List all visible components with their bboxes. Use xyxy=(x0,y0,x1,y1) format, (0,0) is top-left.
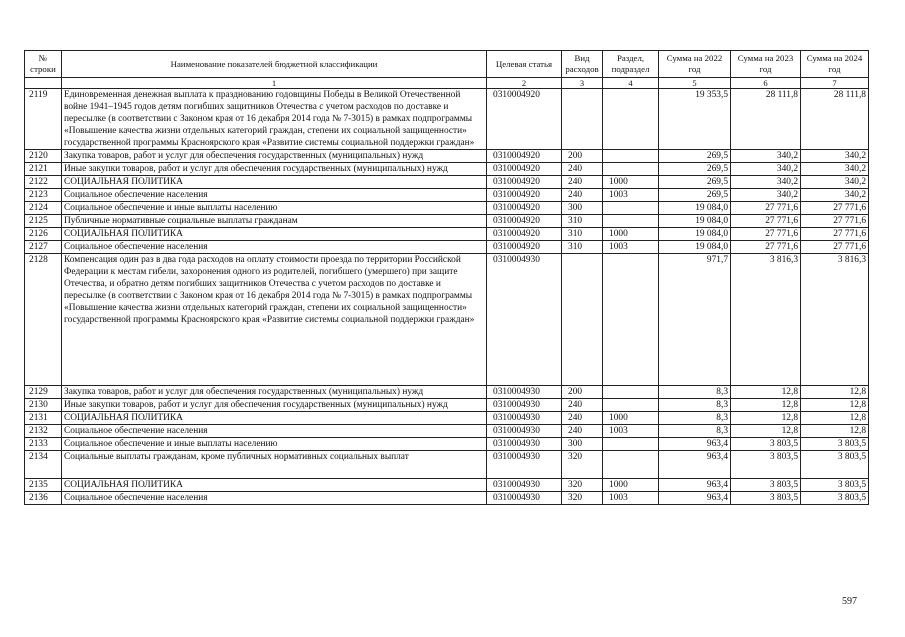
sum-2024-cell: 27 771,6 xyxy=(801,228,869,241)
sum-2022-cell: 269,5 xyxy=(659,176,731,189)
table-row xyxy=(25,202,869,215)
sum-2024-cell: 340,2 xyxy=(801,176,869,189)
sum-2024-cell: 27 771,6 xyxy=(801,215,869,228)
row-name-cell: СОЦИАЛЬНАЯ ПОЛИТИКА xyxy=(62,412,487,425)
sum-2023-cell: 12,8 xyxy=(731,425,801,438)
target-article-cell: 0310004920 xyxy=(487,163,562,176)
row-name-cell: Социальное обеспечение и иные выплаты населению xyxy=(62,438,487,451)
sum-2022-cell: 19 353,5 xyxy=(659,89,731,150)
sum-2024-cell: 12,8 xyxy=(801,386,869,399)
row-number-cell: 2129 xyxy=(25,386,62,399)
target-article-cell: 0310004920 xyxy=(487,176,562,189)
expense-type-cell: 320 xyxy=(562,492,603,505)
sum-2024-cell: 12,8 xyxy=(801,399,869,412)
col-header-sum-2024: Сумма на 2024 год xyxy=(801,51,869,78)
sum-2024-cell: 3 803,5 xyxy=(801,438,869,451)
section-subsection-cell xyxy=(603,399,659,412)
sum-2022-cell: 963,4 xyxy=(659,438,731,451)
col-number: 2 xyxy=(487,78,562,89)
sum-2023-cell: 27 771,6 xyxy=(731,241,801,254)
target-article-cell: 0310004920 xyxy=(487,189,562,202)
sum-2023-cell: 12,8 xyxy=(731,412,801,425)
section-subsection-cell xyxy=(603,150,659,163)
section-subsection-cell xyxy=(603,215,659,228)
sum-2022-cell: 19 084,0 xyxy=(659,228,731,241)
sum-2022-cell: 963,4 xyxy=(659,451,731,479)
section-subsection-cell: 1003 xyxy=(603,189,659,202)
table-row xyxy=(25,479,869,492)
row-number-cell: 2120 xyxy=(25,150,62,163)
sum-2023-cell: 12,8 xyxy=(731,399,801,412)
section-subsection-cell xyxy=(603,202,659,215)
target-article-cell: 0310004930 xyxy=(487,254,562,386)
budget-table xyxy=(24,50,869,505)
table-row xyxy=(25,399,869,412)
row-number-cell: 2130 xyxy=(25,399,62,412)
row-name-cell: Единовременная денежная выплата к празднованию годовщины Победы в Великой Отечественной войне 1941–1945 годов детям погибших защитников Отечества с учетом расходов по доставке и пересылке (в соответствии с Законом края от 16 декабря 2014 года № 7-3015) в рамках подпрограммы «Повышение качества жизни отдельных категорий граждан, степени их социальной защищенности» государственной программы Красноярского края «Развитие системы социальной поддержки граждан» xyxy=(62,89,487,150)
target-article-cell: 0310004930 xyxy=(487,425,562,438)
sum-2024-cell: 12,8 xyxy=(801,425,869,438)
row-number-cell: 2119 xyxy=(25,89,62,150)
table-row xyxy=(25,451,869,479)
expense-type-cell xyxy=(562,89,603,150)
row-number-cell: 2131 xyxy=(25,412,62,425)
sum-2024-cell: 3 803,5 xyxy=(801,492,869,505)
row-number-cell: 2136 xyxy=(25,492,62,505)
col-number: 1 xyxy=(62,78,487,89)
sum-2022-cell: 963,4 xyxy=(659,479,731,492)
expense-type-cell: 240 xyxy=(562,176,603,189)
target-article-cell: 0310004920 xyxy=(487,215,562,228)
expense-type-cell: 240 xyxy=(562,163,603,176)
sum-2024-cell: 12,8 xyxy=(801,412,869,425)
row-name-cell: Закупка товаров, работ и услуг для обеспечения государственных (муниципальных) нужд xyxy=(62,150,487,163)
section-subsection-cell xyxy=(603,89,659,150)
sum-2022-cell: 269,5 xyxy=(659,163,731,176)
col-header-code: Целевая статья xyxy=(487,51,562,78)
target-article-cell: 0310004930 xyxy=(487,451,562,479)
header-row xyxy=(25,51,869,78)
sum-2022-cell: 19 084,0 xyxy=(659,241,731,254)
sum-2023-cell: 27 771,6 xyxy=(731,215,801,228)
row-number-cell: 2127 xyxy=(25,241,62,254)
row-name-cell: Социальное обеспечение населения xyxy=(62,241,487,254)
row-number-cell: 2133 xyxy=(25,438,62,451)
col-number: 6 xyxy=(731,78,801,89)
table-row xyxy=(25,89,869,150)
sum-2024-cell: 3 803,5 xyxy=(801,479,869,492)
col-number: 3 xyxy=(562,78,603,89)
row-number-cell: 2122 xyxy=(25,176,62,189)
sum-2022-cell: 19 084,0 xyxy=(659,202,731,215)
table-row xyxy=(25,425,869,438)
page-number: 597 xyxy=(842,596,857,607)
sum-2022-cell: 269,5 xyxy=(659,150,731,163)
row-number-cell: 2125 xyxy=(25,215,62,228)
table-row xyxy=(25,241,869,254)
expense-type-cell: 240 xyxy=(562,189,603,202)
col-header-sum-2023: Сумма на 2023 год xyxy=(731,51,801,78)
sum-2024-cell: 28 111,8 xyxy=(801,89,869,150)
table-row xyxy=(25,412,869,425)
sum-2022-cell: 8,3 xyxy=(659,386,731,399)
target-article-cell: 0310004920 xyxy=(487,89,562,150)
sum-2024-cell: 3 803,5 xyxy=(801,451,869,479)
target-article-cell: 0310004930 xyxy=(487,492,562,505)
expense-type-cell: 310 xyxy=(562,215,603,228)
sum-2023-cell: 12,8 xyxy=(731,386,801,399)
expense-type-cell: 200 xyxy=(562,150,603,163)
section-subsection-cell xyxy=(603,163,659,176)
sum-2022-cell: 269,5 xyxy=(659,189,731,202)
target-article-cell: 0310004930 xyxy=(487,399,562,412)
col-number-blank xyxy=(25,78,62,89)
expense-type-cell: 310 xyxy=(562,241,603,254)
section-subsection-cell: 1000 xyxy=(603,479,659,492)
row-number-cell: 2126 xyxy=(25,228,62,241)
row-name-cell: Социальное обеспечение населения xyxy=(62,492,487,505)
table-row xyxy=(25,438,869,451)
expense-type-cell: 240 xyxy=(562,399,603,412)
target-article-cell: 0310004920 xyxy=(487,228,562,241)
table-row xyxy=(25,228,869,241)
sum-2023-cell: 340,2 xyxy=(731,150,801,163)
col-number: 7 xyxy=(801,78,869,89)
sum-2024-cell: 340,2 xyxy=(801,163,869,176)
column-number-row xyxy=(25,78,869,89)
sum-2022-cell: 971,7 xyxy=(659,254,731,386)
sum-2023-cell: 27 771,6 xyxy=(731,202,801,215)
sum-2024-cell: 3 816,3 xyxy=(801,254,869,386)
sum-2023-cell: 27 771,6 xyxy=(731,228,801,241)
expense-type-cell: 200 xyxy=(562,386,603,399)
sum-2022-cell: 963,4 xyxy=(659,492,731,505)
sum-2022-cell: 8,3 xyxy=(659,425,731,438)
table-row xyxy=(25,386,869,399)
table-row xyxy=(25,150,869,163)
sum-2023-cell: 28 111,8 xyxy=(731,89,801,150)
target-article-cell: 0310004930 xyxy=(487,412,562,425)
col-header-no: № строки xyxy=(25,51,62,78)
target-article-cell: 0310004920 xyxy=(487,241,562,254)
expense-type-cell: 300 xyxy=(562,438,603,451)
section-subsection-cell: 1003 xyxy=(603,241,659,254)
row-name-cell: Публичные нормативные социальные выплаты гражданам xyxy=(62,215,487,228)
col-number: 5 xyxy=(659,78,731,89)
expense-type-cell: 240 xyxy=(562,412,603,425)
row-name-cell: Социальное обеспечение населения xyxy=(62,425,487,438)
col-header-name: Наименование показателей бюджетной классификации xyxy=(62,51,487,78)
row-name-cell: Иные закупки товаров, работ и услуг для обеспечения государственных (муниципальных) нужд xyxy=(62,163,487,176)
row-name-cell: Социальные выплаты гражданам, кроме публичных нормативных социальных выплат xyxy=(62,451,487,479)
row-name-cell: Закупка товаров, работ и услуг для обеспечения государственных (муниципальных) нужд xyxy=(62,386,487,399)
sum-2022-cell: 19 084,0 xyxy=(659,215,731,228)
section-subsection-cell: 1003 xyxy=(603,425,659,438)
row-name-cell: Социальное обеспечение и иные выплаты населению xyxy=(62,202,487,215)
sum-2023-cell: 3 816,3 xyxy=(731,254,801,386)
table-row xyxy=(25,176,869,189)
table-row xyxy=(25,254,869,386)
col-header-vid: Вид расходов xyxy=(562,51,603,78)
target-article-cell: 0310004930 xyxy=(487,438,562,451)
section-subsection-cell xyxy=(603,438,659,451)
row-number-cell: 2132 xyxy=(25,425,62,438)
section-subsection-cell: 1003 xyxy=(603,492,659,505)
table-row xyxy=(25,163,869,176)
expense-type-cell: 310 xyxy=(562,228,603,241)
table-row xyxy=(25,189,869,202)
expense-type-cell: 320 xyxy=(562,479,603,492)
table-row xyxy=(25,492,869,505)
sum-2022-cell: 8,3 xyxy=(659,399,731,412)
table-body xyxy=(25,89,869,505)
row-number-cell: 2121 xyxy=(25,163,62,176)
section-subsection-cell: 1000 xyxy=(603,176,659,189)
expense-type-cell: 320 xyxy=(562,451,603,479)
row-number-cell: 2123 xyxy=(25,189,62,202)
sum-2024-cell: 27 771,6 xyxy=(801,202,869,215)
target-article-cell: 0310004920 xyxy=(487,150,562,163)
sum-2023-cell: 3 803,5 xyxy=(731,492,801,505)
row-name-cell: Иные закупки товаров, работ и услуг для обеспечения государственных (муниципальных) нужд xyxy=(62,399,487,412)
expense-type-cell xyxy=(562,254,603,386)
col-header-sum-2022: Сумма на 2022 год xyxy=(659,51,731,78)
sum-2024-cell: 340,2 xyxy=(801,150,869,163)
row-name-cell: Компенсация один раз в два года расходов на оплату стоимости проезда по территории Российской Федерации к местам гибели, захоронения одного из родителей, погибшего (умершего) при защите Отечества, и обратно детям погибших защитников Отечества с учетом расходов по доставке и пересылке (в соответствии с Законом края от 16 декабря 2014 года № 7-3015) в рамках подпрограммы «Повышение качества жизни отдельных категорий граждан, степени их социальной защищенности» государственной программы Красноярского края «Развитие системы социальной поддержки граждан» xyxy=(62,254,487,386)
target-article-cell: 0310004930 xyxy=(487,479,562,492)
row-name-cell: СОЦИАЛЬНАЯ ПОЛИТИКА xyxy=(62,228,487,241)
section-subsection-cell xyxy=(603,386,659,399)
section-subsection-cell: 1000 xyxy=(603,412,659,425)
col-number: 4 xyxy=(603,78,659,89)
sum-2023-cell: 3 803,5 xyxy=(731,451,801,479)
target-article-cell: 0310004930 xyxy=(487,386,562,399)
sum-2022-cell: 8,3 xyxy=(659,412,731,425)
expense-type-cell: 240 xyxy=(562,425,603,438)
target-article-cell: 0310004920 xyxy=(487,202,562,215)
sum-2023-cell: 340,2 xyxy=(731,189,801,202)
sum-2023-cell: 340,2 xyxy=(731,163,801,176)
row-name-cell: СОЦИАЛЬНАЯ ПОЛИТИКА xyxy=(62,176,487,189)
row-number-cell: 2134 xyxy=(25,451,62,479)
row-number-cell: 2124 xyxy=(25,202,62,215)
row-number-cell: 2135 xyxy=(25,479,62,492)
section-subsection-cell xyxy=(603,254,659,386)
sum-2023-cell: 340,2 xyxy=(731,176,801,189)
sum-2024-cell: 340,2 xyxy=(801,189,869,202)
row-number-cell: 2128 xyxy=(25,254,62,386)
sum-2024-cell: 27 771,6 xyxy=(801,241,869,254)
row-name-cell: Социальное обеспечение населения xyxy=(62,189,487,202)
section-subsection-cell: 1000 xyxy=(603,228,659,241)
col-header-razd: Раздел, подраздел xyxy=(603,51,659,78)
sum-2023-cell: 3 803,5 xyxy=(731,479,801,492)
expense-type-cell: 300 xyxy=(562,202,603,215)
sum-2023-cell: 3 803,5 xyxy=(731,438,801,451)
row-name-cell: СОЦИАЛЬНАЯ ПОЛИТИКА xyxy=(62,479,487,492)
table-row xyxy=(25,215,869,228)
section-subsection-cell xyxy=(603,451,659,479)
